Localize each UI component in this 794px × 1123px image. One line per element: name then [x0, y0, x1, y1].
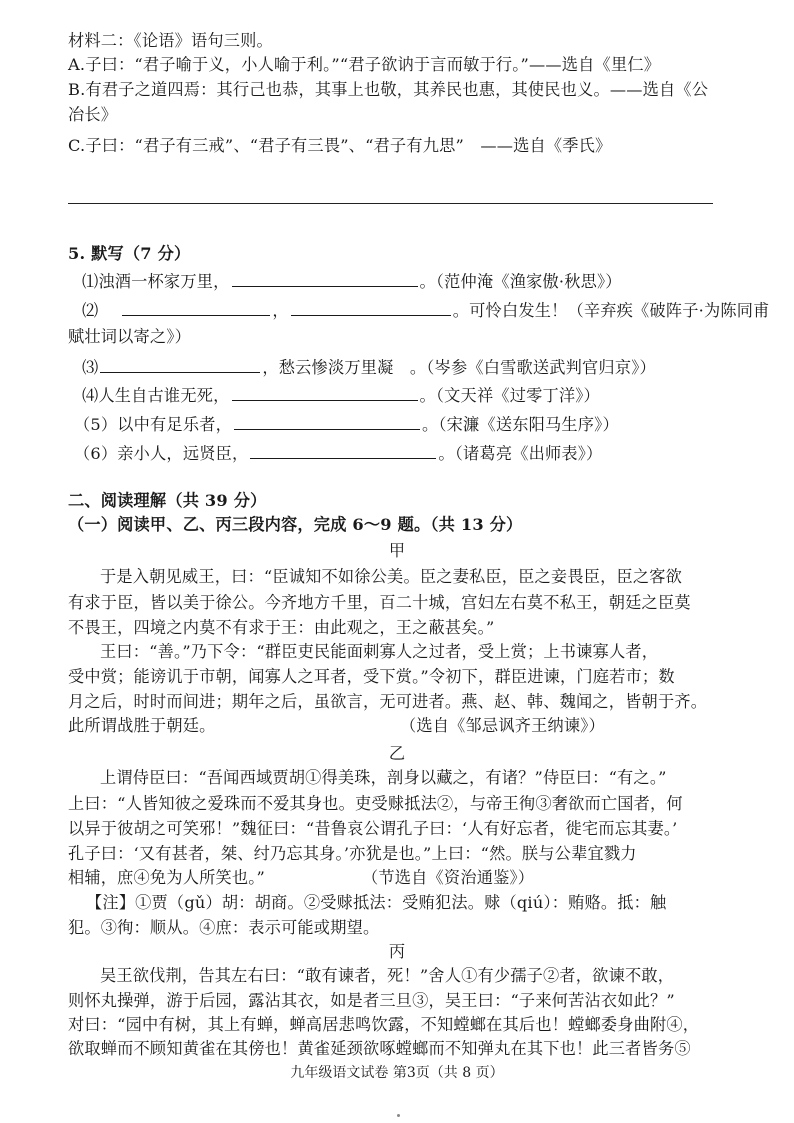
recitation-6-prompt: （6）亲小人，远贤臣， [74, 444, 249, 463]
material2-item-b-line2: 冶长》 [68, 105, 118, 124]
recitation-3-number: ⑶ [82, 358, 99, 377]
recitation-1-source: 。（范仲淹《渔家傲·秋思》） [419, 272, 622, 291]
passage-yi-line: 孔子曰：‘又有甚者，桀、纣乃忘其身。’亦犹是也。”上曰：“然。朕与公辈宜戮力 [68, 844, 637, 863]
recitation-line-6 [74, 442, 602, 465]
recitation-line-1 [82, 270, 622, 293]
passage-yi-line: 以异于彼胡之可笑邪！”魏征曰：“昔鲁哀公谓孔子曰：‘人有好忘者，徙宅而忘其妻。’ [68, 819, 678, 838]
recitation-line-5 [74, 413, 619, 436]
answer-blank[interactable] [234, 413, 420, 430]
passage-jia-line: 此所谓战胜于朝廷。 [68, 716, 216, 735]
recitation-2-source: 。可怜白发生！（辛弃疾《破阵子·为陈同甫 [452, 301, 770, 320]
passage-yi-source: （节选自《资治通鉴》） [362, 868, 535, 887]
passage-yi-line: 上谓侍臣曰：“吾闻西域贾胡①得美珠，剖身以藏之，有诸？”侍臣曰：“有之。” [100, 768, 667, 787]
section-2-subtitle: （一）阅读甲、乙、丙三段内容，完成 6～9 题。（共 13 分） [68, 515, 523, 534]
passage-jia-line: 有求于臣，皆以美于徐公。今齐地方千里，百二十城，宫妇左右莫不私王，朝廷之臣莫 [68, 593, 691, 612]
passage-jia-line: 月之后，时时而间进；期年之后，虽欲言，无可进者。燕、赵、韩、魏闻之，皆朝于齐。 [68, 692, 708, 711]
recitation-6-source: 。（诸葛亮《出师表》） [438, 444, 603, 463]
passage-jia-heading: 甲 [388, 541, 406, 560]
passage-yi-line: 相辅，庶④免为人所笑也。” [68, 868, 266, 887]
passage-bing-heading: 丙 [388, 942, 406, 961]
recitation-line-2-cont: 赋壮词以寄之》） [68, 327, 191, 346]
answer-blank[interactable] [100, 356, 260, 373]
answer-blank[interactable] [250, 442, 436, 459]
recitation-3-text: ，愁云惨淡万里凝 。（岑参《白雪歌送武判官归京》） [262, 358, 656, 377]
material2-item-a: A.子曰：“君子喻于义，小人喻于利。”“君子欲讷于言而敏于行。”——选自《里仁》 [68, 55, 661, 74]
passage-bing-line: 则怀丸操弹，游于后园，露沾其衣，如是者三旦③，吴王曰：“子来何苦沾衣如此？” [68, 991, 675, 1010]
passage-yi-line: 上曰：“人皆知彼之爱珠而不爱其身也。吏受赇抵法②，与帝王徇③奢欲而亡国者，何 [68, 794, 683, 813]
recitation-line-4 [82, 384, 600, 407]
answer-blank[interactable] [232, 384, 418, 401]
material2-item-b-line1: B.有君子之道四焉：其行己也恭，其事上也敬，其养民也惠，其使民也义。——选自《公 [68, 80, 709, 99]
answer-line [68, 203, 713, 204]
passage-jia-line: 受中赏；能谤讥于市朝，闻寡人之耳者，受下赏。”令初下，群臣进谏，门庭若市；数 [68, 667, 675, 686]
recitation-4-prompt: ⑷人生自古谁无死， [82, 386, 230, 405]
passage-yi-note: 【注】①贾（gǔ）胡：胡商。②受赇抵法：受贿犯法。赇（qiú）：贿赂。抵：触 [86, 893, 667, 912]
passage-bing-line: 吴王欲伐荆，告其左右曰：“敢有谏者，死！”舍人①有少孺子②者，欲谏不敢， [100, 966, 675, 985]
answer-blank[interactable] [122, 299, 270, 316]
page-mark [397, 1114, 400, 1117]
answer-blank[interactable] [291, 299, 451, 316]
section-2-title: 二、阅读理解（共 39 分） [68, 491, 267, 510]
passage-bing-line: 对曰：“园中有树，其上有蝉，蝉高居悲鸣饮露，不知螳螂在其后也！螳螂委身曲附④， [68, 1015, 700, 1034]
answer-blank[interactable] [232, 270, 418, 287]
recitation-4-source: 。（文天祥《过零丁洋》） [419, 386, 600, 405]
recitation-1-prompt: ⑴浊酒一杯家万里， [82, 272, 230, 291]
recitation-line-3 [82, 356, 656, 379]
passage-yi-heading: 乙 [388, 744, 406, 763]
recitation-line-2 [82, 299, 770, 322]
passage-yi-note: 犯。③徇：顺从。④庶：表示可能或期望。 [68, 918, 380, 937]
page-footer: 九年级语文试卷 第3页（共 8 页） [290, 1065, 504, 1081]
passage-jia-source: （选自《邹忌讽齐王纳谏》） [400, 716, 605, 735]
passage-bing-line: 欲取蝉而不顾知黄雀在其傍也！黄雀延颈欲啄螳螂而不知弹丸在其下也！此三者皆务⑤ [68, 1039, 691, 1058]
recitation-5-source: 。（宋濂《送东阳马生序》） [422, 415, 619, 434]
passage-jia-line: 于是入朝见威王，曰：“臣诚知不如徐公美。臣之妻私臣，臣之妾畏臣，臣之客欲 [100, 567, 683, 586]
question-5-title: 5. 默写（7 分） [68, 244, 191, 263]
material2-title: 材料二：《论语》语句三则。 [68, 31, 273, 50]
material2-item-c: C.子曰：“君子有三戒”、“君子有三畏”、“君子有九思” ——选自《季氏》 [68, 136, 612, 155]
passage-jia-line: 不畏王，四境之内莫不有求于王：由此观之，王之蔽甚矣。” [68, 618, 495, 637]
passage-jia-line: 王曰：“善。”乃下令：“群臣吏民能面刺寡人之过者，受上赏；上书谏寡人者， [100, 642, 659, 661]
recitation-2-number: ⑵ [82, 301, 99, 320]
recitation-2-comma: ， [272, 301, 289, 320]
recitation-5-prompt: （5）以中有足乐者， [74, 415, 232, 434]
